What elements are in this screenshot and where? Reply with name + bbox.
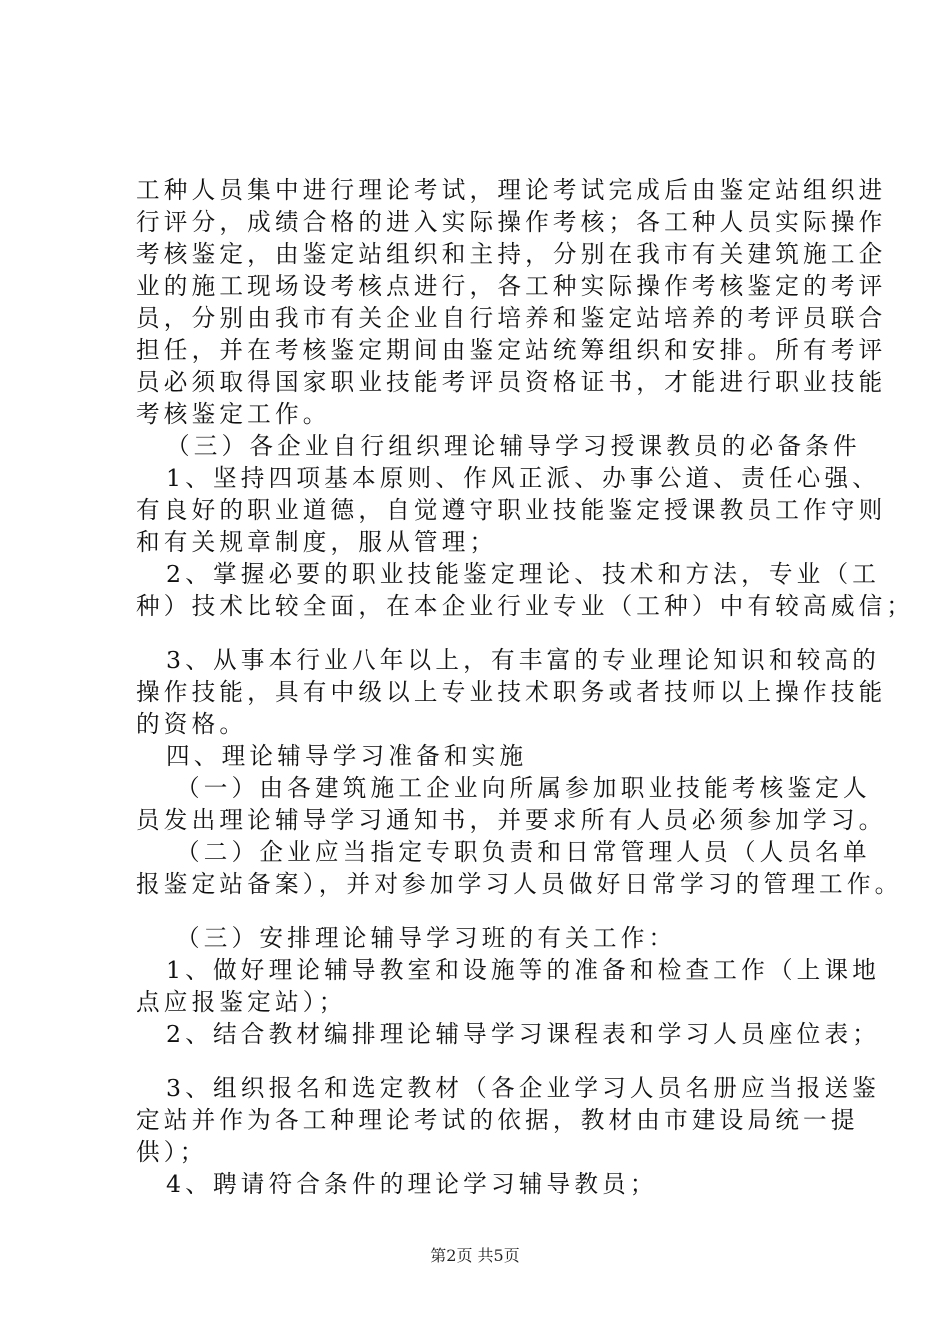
paragraph-line: 担任，并在考核鉴定期间由鉴定站统筹组织和安排。所有考评 [136, 336, 887, 364]
list-item: 1、坚持四项基本原则、作风正派、办事公道、责任心强、 [166, 464, 881, 492]
list-item: 3、组织报名和选定教材（各企业学习人员名册应当报送鉴 [166, 1074, 881, 1102]
paragraph-gap [136, 900, 856, 922]
paragraph-line: 报鉴定站备案），并对参加学习人员做好日常学习的管理工作。 [136, 870, 903, 898]
paragraph-gap [136, 622, 856, 644]
paragraph-line: （一）由各建筑施工企业向所属参加职业技能考核鉴定人 [176, 774, 871, 802]
paragraph-line: 员必须取得国家职业技能考评员资格证书，才能进行职业技能 [136, 368, 887, 396]
paragraph-line: 的资格。 [136, 710, 248, 738]
paragraph-line: 供）； [136, 1138, 208, 1166]
paragraph-line: 员，分别由我市有关企业自行培养和鉴定站培养的考评员联合 [136, 304, 887, 332]
list-item: 1、做好理论辅导教室和设施等的准备和检查工作（上课地 [166, 956, 881, 984]
paragraph-line: 员发出理论辅导学习通知书，并要求所有人员必须参加学习。 [136, 806, 887, 834]
document-body [136, 174, 915, 1200]
paragraph-line: 业的施工现场设考核点进行，各工种实际操作考核鉴定的考评 [136, 272, 887, 300]
paragraph-line: 考核鉴定工作。 [136, 400, 331, 428]
paragraph-line: 工种人员集中进行理论考试，理论考试完成后由鉴定站组织进 [136, 176, 887, 204]
paragraph-line: （二）企业应当指定专职负责和日常管理人员（人员名单 [176, 838, 871, 866]
list-item: 3、从事本行业八年以上，有丰富的专业理论知识和较高的 [166, 646, 881, 674]
paragraph-line: 种）技术比较全面，在本企业行业专业（工种）中有较高威信； [136, 592, 915, 620]
section-heading: （三）各企业自行组织理论辅导学习授课教员的必备条件 [166, 432, 861, 460]
paragraph-line: 考核鉴定，由鉴定站组织和主持，分别在我市有关建筑施工企 [136, 240, 887, 268]
paragraph-line: 和有关规章制度，服从管理； [136, 528, 498, 556]
paragraph-line: 操作技能，具有中级以上专业技术职务或者技师以上操作技能 [136, 678, 887, 706]
list-item: 4、聘请符合条件的理论学习辅导教员； [166, 1170, 658, 1198]
paragraph-line: 行评分，成绩合格的进入实际操作考核；各工种人员实际操作 [136, 208, 887, 236]
page-number: 第2页 共5页 [430, 1246, 520, 1265]
list-item: 2、掌握必要的职业技能鉴定理论、技术和方法，专业（工 [166, 560, 881, 588]
paragraph-line: 有良好的职业道德，自觉遵守职业技能鉴定授课教员工作守则 [136, 496, 887, 524]
paragraph-gap [136, 1050, 856, 1072]
section-heading: （三）安排理论辅导学习班的有关工作： [176, 924, 677, 952]
paragraph-line: 点应报鉴定站）； [136, 988, 347, 1016]
section-heading: 四、理论辅导学习准备和实施 [166, 742, 528, 770]
paragraph-line: 定站并作为各工种理论考试的依据，教材由市建设局统一提 [136, 1106, 859, 1134]
page-footer [0, 1243, 950, 1266]
list-item: 2、结合教材编排理论辅导学习课程表和学习人员座位表； [166, 1020, 881, 1048]
